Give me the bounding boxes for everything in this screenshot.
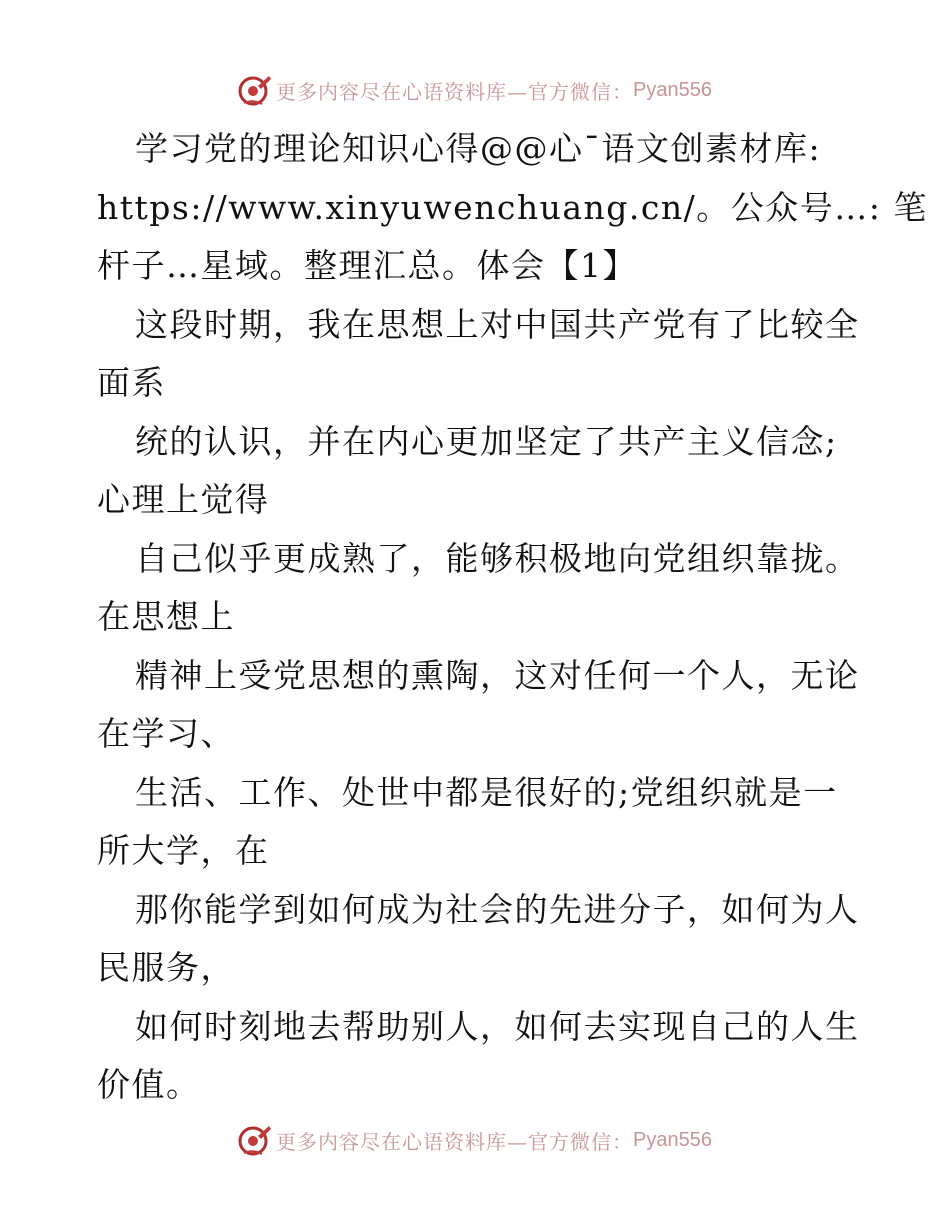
text-line: 面系 [97, 363, 166, 402]
banner-text: 更多内容尽在心语资料库—官方微信： [276, 79, 634, 104]
brand-logo-icon [238, 1123, 272, 1157]
text-line: 杆子…星域。整理汇总。体会【1】 [97, 246, 637, 285]
text-line: https://www.xinyuwenchuang.cn/。公众号…: 笔 [97, 187, 928, 227]
text-line: 在学习、 [97, 714, 235, 753]
text-line: 学习党的理论知识心得@@心¯语文创素材库: [135, 129, 822, 168]
brand-logo-icon [238, 73, 272, 107]
text-line: 这段时期，我在思想上对中国共产党有了比较全 [135, 304, 860, 344]
banner-wechat-id: Pyan556 [633, 78, 712, 101]
text-line: 心理上觉得 [97, 480, 270, 519]
banner-wechat-id: Pyan556 [633, 1128, 712, 1151]
document-body [97, 120, 928, 1115]
text-line: 精神上受党思想的熏陶，这对任何一个人，无论 [135, 655, 860, 695]
text-line: 统的认识，并在内心更加坚定了共产主义信念; [135, 421, 838, 461]
text-line: 所大学，在 [97, 831, 270, 870]
text-line: 民服务， [97, 948, 235, 987]
text-line: 那你能学到如何成为社会的先进分子，如何为人 [135, 889, 860, 929]
text-line: 如何时刻地去帮助别人，如何去实现自己的人生 [135, 1006, 860, 1046]
banner-text: 更多内容尽在心语资料库—官方微信： [276, 1129, 634, 1154]
text-line: 生活、工作、处世中都是很好的;党组织就是一 [135, 772, 838, 812]
text-line: 价值。 [97, 1065, 201, 1104]
header-watermark-banner [0, 70, 950, 110]
footer-watermark-banner [0, 1120, 950, 1160]
text-line: 自己似乎更成熟了，能够积极地向党组织靠拢。 [135, 538, 860, 578]
text-line: 在思想上 [97, 597, 235, 636]
